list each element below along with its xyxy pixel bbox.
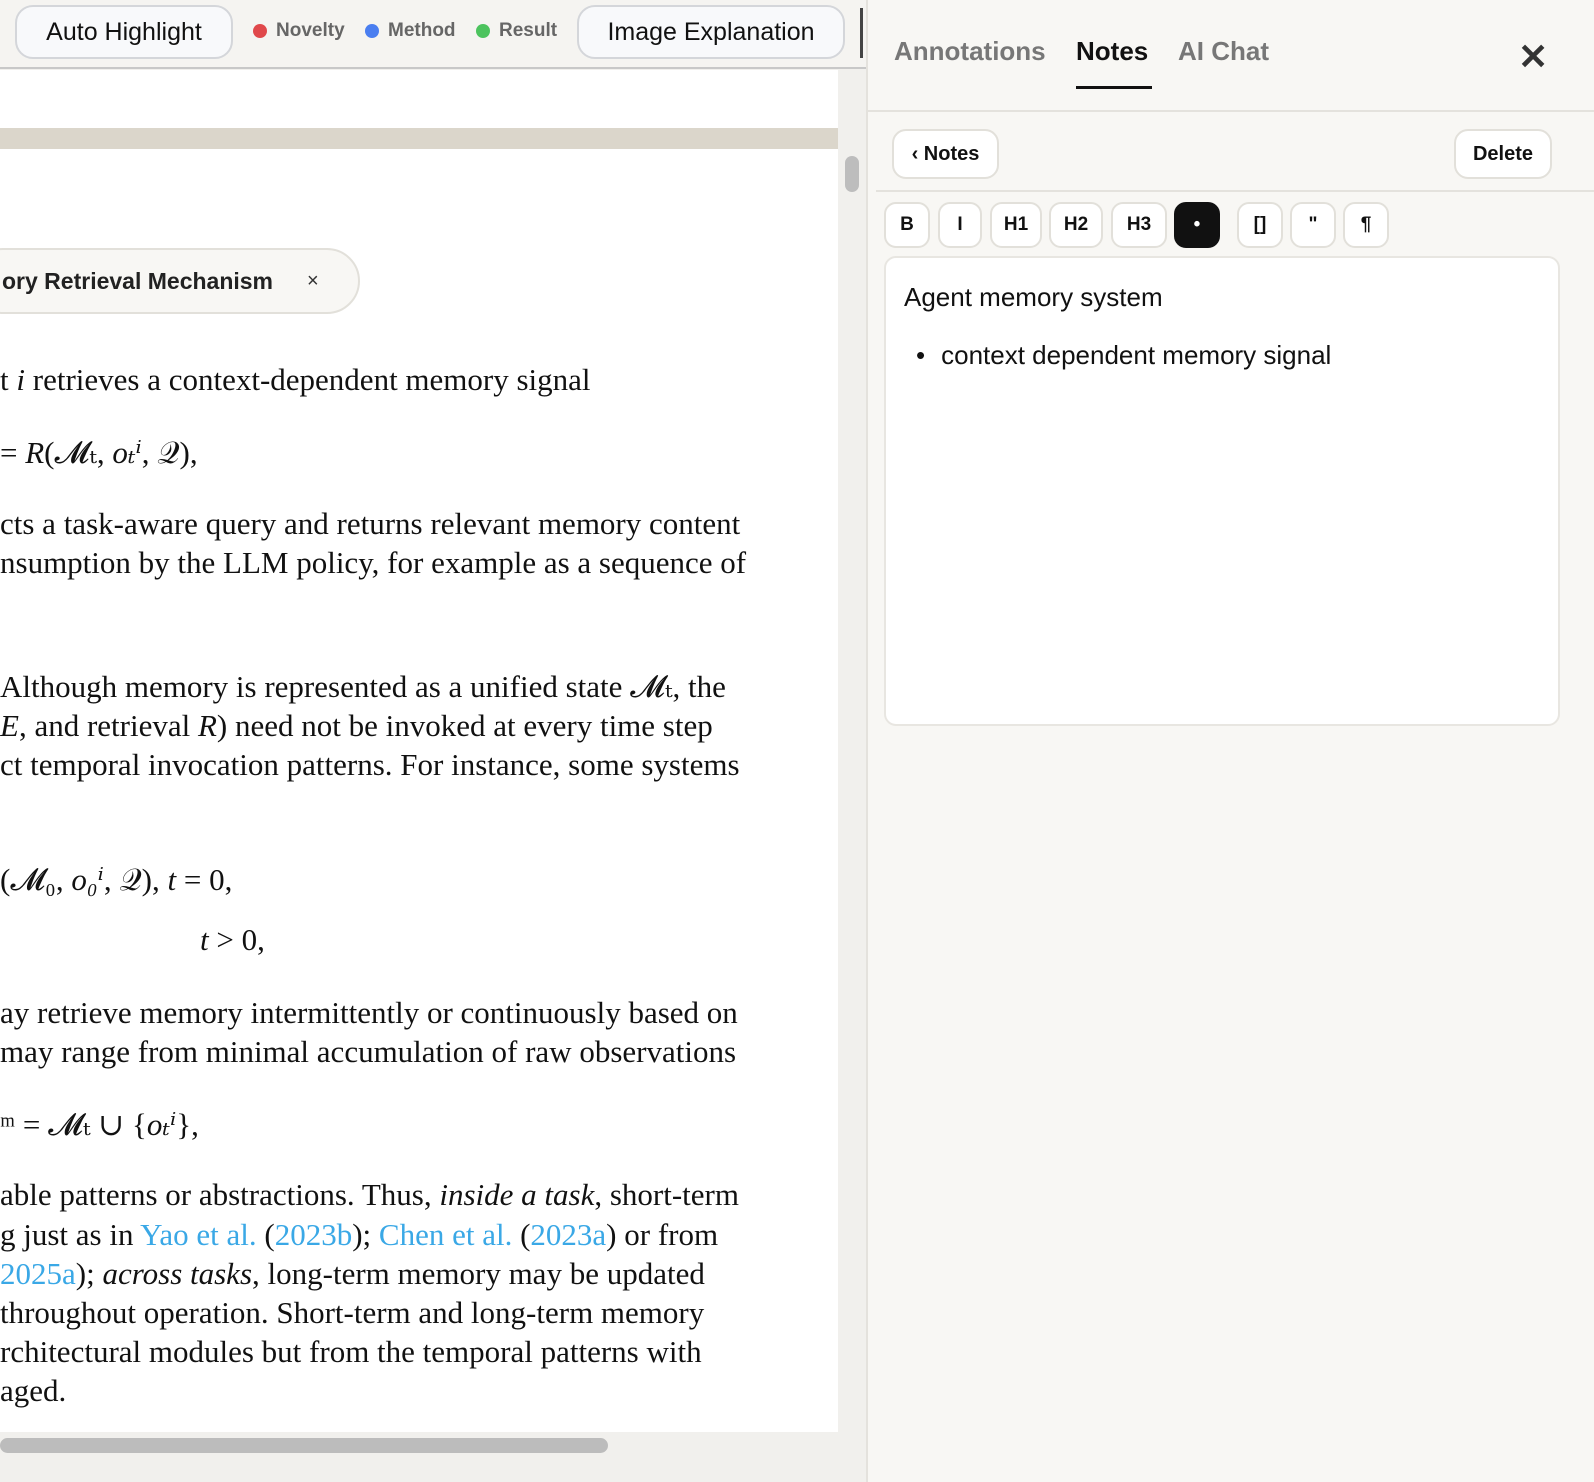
section-chip-label: ory Retrieval Mechanism	[2, 267, 274, 294]
text-span: t	[0, 362, 17, 397]
legend-label: Method	[388, 20, 456, 41]
citation-link[interactable]: 2023a	[530, 1217, 607, 1252]
document-text-line	[0, 1373, 66, 1409]
bullet-text: context dependent memory signal	[941, 340, 1332, 370]
legend-result[interactable]	[476, 20, 557, 42]
text-span: rchitectural modules but from the temporal patterns with	[0, 1334, 702, 1369]
page-separator	[0, 128, 838, 149]
document-text-line	[0, 362, 591, 398]
delete-button[interactable]: Delete	[1454, 129, 1552, 179]
text-span: (	[256, 1217, 275, 1252]
method-dot-icon	[365, 24, 379, 38]
document-text-line	[0, 747, 740, 783]
text-span: o₀ⁱ	[71, 862, 104, 897]
note-bullet-item[interactable]	[916, 340, 1331, 371]
document-text-line	[0, 506, 740, 542]
text-span: nsumption by the LLM policy, for example as a sequence of	[0, 545, 747, 580]
text-span: retrieves a context-dependent memory signal	[25, 362, 591, 397]
text-span: (	[512, 1217, 531, 1252]
citation-link[interactable]: Chen et al.	[378, 1217, 513, 1252]
document-text-line	[0, 1177, 739, 1213]
document-page	[0, 70, 838, 1432]
legend-method[interactable]	[365, 20, 456, 42]
legend-label: Result	[499, 20, 558, 41]
tab-notes[interactable]: Notes	[1076, 36, 1149, 66]
text-span: > 0,	[208, 922, 265, 957]
text-span: ct temporal invocation patterns. For instance, some systems	[0, 747, 740, 782]
italic-button[interactable]: I	[938, 202, 982, 248]
text-span: g just as in	[0, 1217, 141, 1252]
document-text-line	[0, 1217, 718, 1253]
side-panel	[866, 0, 1594, 1482]
text-span: aged.	[0, 1373, 67, 1408]
auto-highlight-button[interactable]: Auto Highlight	[15, 5, 233, 59]
text-span: across tasks	[102, 1256, 253, 1291]
divider	[876, 190, 1594, 192]
text-span: R	[25, 435, 45, 470]
text-span: );	[352, 1217, 379, 1252]
divider	[868, 110, 1594, 112]
section-chip[interactable]	[0, 248, 360, 314]
text-span: = 0,	[176, 862, 233, 897]
document-text-line	[0, 995, 738, 1031]
novelty-dot-icon	[253, 24, 267, 38]
text-span: t	[167, 862, 177, 897]
text-span: , and retrieval	[18, 708, 198, 743]
text-span: ay retrieve memory intermittently or continuously based on	[0, 995, 738, 1030]
text-span: );	[75, 1256, 103, 1291]
document-text-line	[0, 1256, 705, 1292]
text-span: Although memory is represented as a unified state 𝓜ₜ, the	[0, 669, 726, 704]
document-text-line	[0, 1034, 736, 1070]
text-span: (𝓜₀,	[0, 862, 72, 897]
h1-button[interactable]: H1	[990, 202, 1042, 248]
image-explanation-button[interactable]: Image Explanation	[577, 5, 845, 59]
document-text-line	[0, 669, 726, 705]
text-span: cts a task-aware query and returns relevant memory content	[0, 506, 741, 541]
bullet-list-button[interactable]: •	[1174, 202, 1220, 248]
text-span: throughout operation. Short-term and long-term memory	[0, 1295, 705, 1330]
horizontal-scrollbar[interactable]	[0, 1438, 608, 1453]
text-span: , long-term memory may be updated	[252, 1256, 705, 1291]
text-span: , short-term	[594, 1177, 739, 1212]
text-span: =	[0, 435, 26, 470]
text-span: i	[16, 362, 25, 397]
document-text-line	[0, 1107, 199, 1143]
tab-annotations[interactable]: Annotations	[894, 36, 1046, 66]
document-text-line	[200, 922, 265, 958]
text-span: (𝓜ₜ,	[44, 435, 113, 470]
close-icon[interactable]: ✕	[1518, 36, 1549, 77]
quote-button[interactable]: "	[1290, 202, 1336, 248]
close-icon[interactable]: ×	[307, 269, 319, 292]
text-span: t	[200, 922, 209, 957]
document-text-line	[0, 708, 713, 744]
back-to-notes-button[interactable]: ‹ Notes	[892, 129, 999, 179]
h3-button[interactable]: H3	[1111, 202, 1167, 248]
document-text-line	[0, 1334, 702, 1370]
toolbar-divider	[860, 8, 863, 58]
text-span: oₜⁱ	[112, 435, 142, 470]
document-text-line	[0, 1295, 704, 1331]
text-span: E	[0, 708, 19, 743]
active-tab-indicator	[1076, 86, 1152, 89]
text-span: ) or from	[606, 1217, 719, 1252]
viewer-toolbar	[0, 0, 866, 69]
paragraph-button[interactable]: ¶	[1343, 202, 1389, 248]
text-span: able patterns or abstractions. Thus,	[0, 1177, 440, 1212]
document-text-line	[0, 545, 746, 581]
text-span: oₜⁱ	[146, 1107, 177, 1142]
text-span: ) need not be invoked at every time step	[216, 708, 713, 743]
text-span: , 𝒬),	[103, 862, 168, 897]
vertical-scrollbar[interactable]	[845, 156, 859, 192]
note-title[interactable]: Agent memory system	[904, 282, 1163, 312]
text-span: , 𝒬),	[141, 435, 198, 470]
text-span: may range from minimal accumulation of raw observations	[0, 1034, 737, 1069]
result-dot-icon	[476, 24, 490, 38]
document-text-line	[0, 862, 232, 898]
bold-button[interactable]: B	[884, 202, 930, 248]
citation-link[interactable]: 2023b	[274, 1217, 353, 1252]
tab-ai-chat[interactable]: AI Chat	[1178, 36, 1269, 66]
legend-label: Novelty	[276, 20, 345, 41]
checklist-button[interactable]: []	[1237, 202, 1283, 248]
text-span: },	[176, 1107, 199, 1142]
document-text-line	[0, 435, 198, 471]
text-span: ᵐ = 𝓜ₜ ∪ {	[0, 1107, 147, 1142]
citation-link[interactable]: 2025a	[0, 1256, 76, 1291]
note-editor[interactable]	[884, 256, 1560, 726]
bullet-icon: •	[916, 340, 926, 370]
text-span: R	[197, 708, 217, 743]
citation-link[interactable]: Yao et al.	[140, 1217, 257, 1252]
legend-novelty[interactable]	[253, 20, 345, 42]
text-span: inside a task	[439, 1177, 595, 1212]
h2-button[interactable]: H2	[1049, 202, 1103, 248]
